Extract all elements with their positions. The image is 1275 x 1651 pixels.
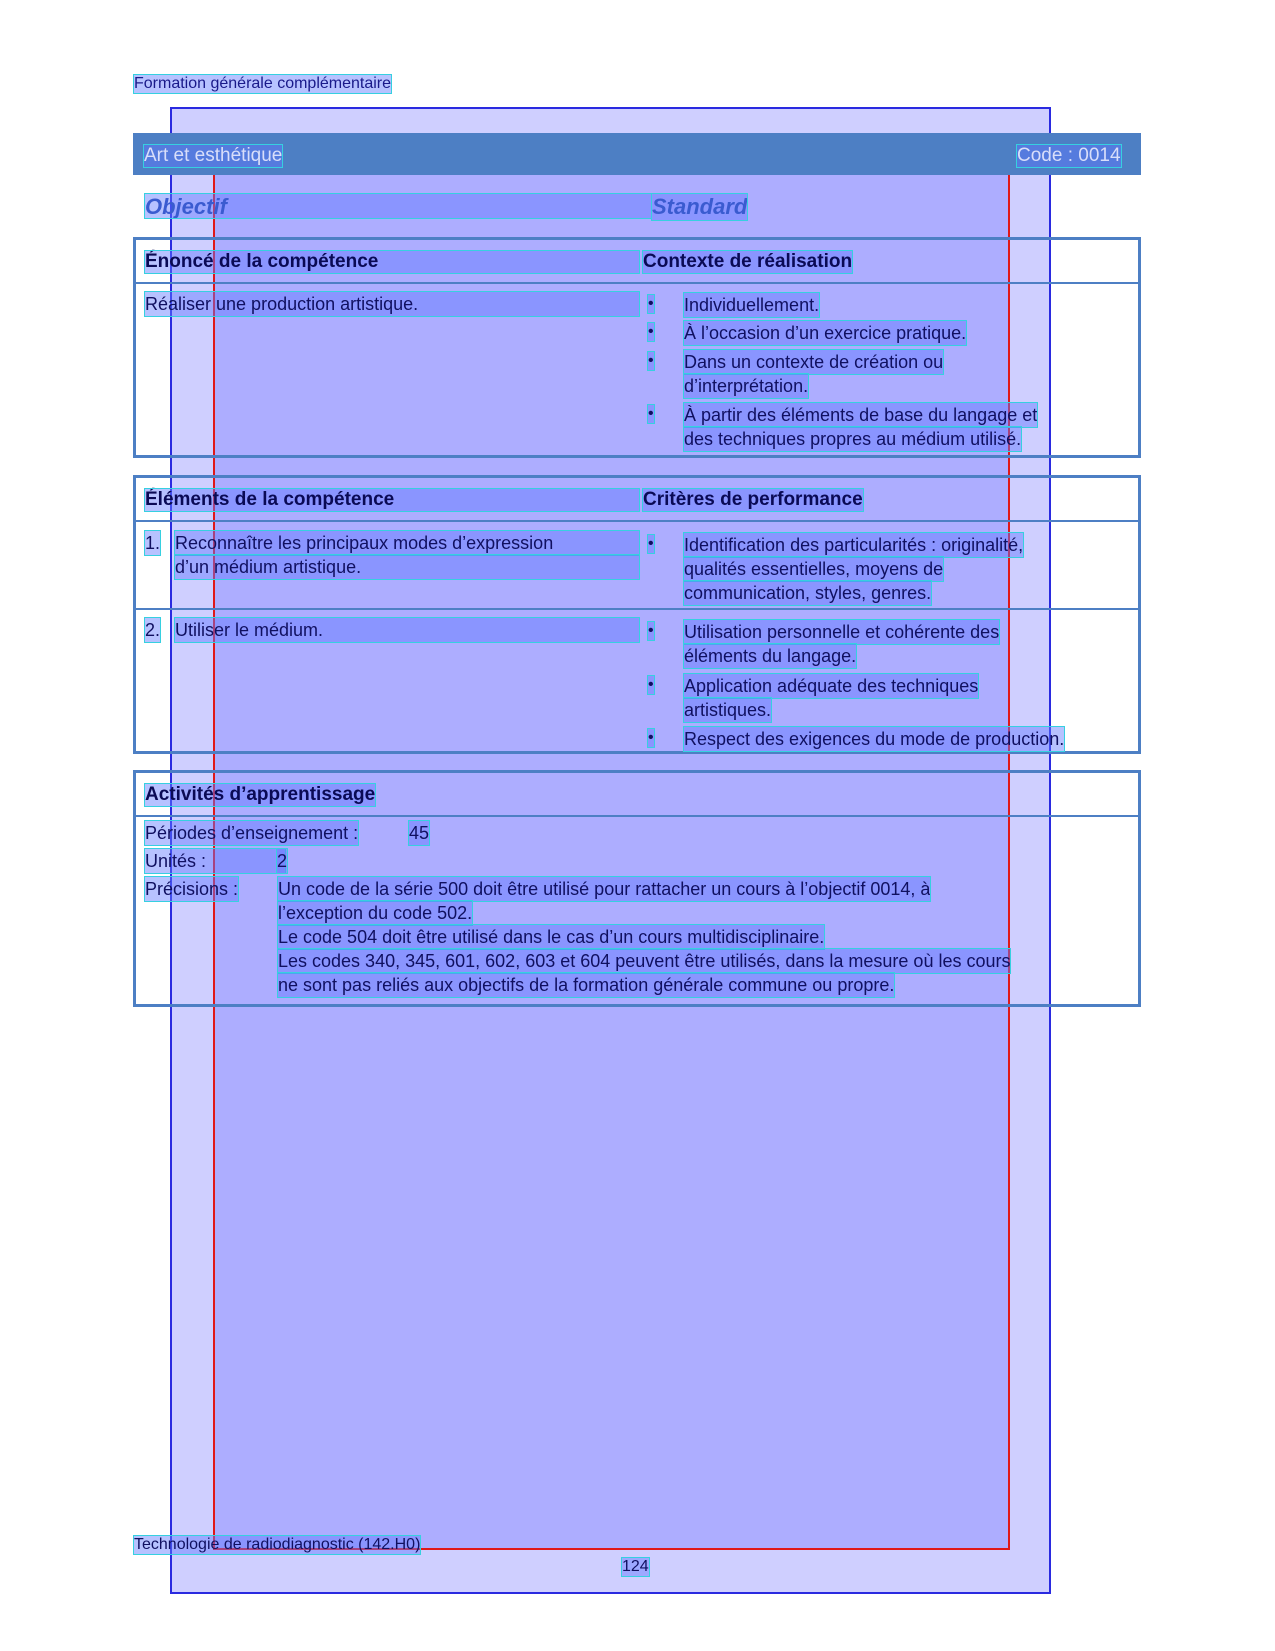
criteria-bullet: • [648, 535, 654, 552]
context-bullet: • [648, 405, 654, 422]
context-item-line: d’interprétation. [684, 376, 809, 396]
criteria-bullet: • [648, 622, 654, 639]
standard-label: Standard [652, 194, 748, 219]
units-label: Unités : [145, 849, 285, 873]
running-head: Formation générale complémentaire [134, 75, 392, 92]
competence-statement: Réaliser une production artistique. [145, 292, 639, 316]
context-bullet: • [648, 323, 654, 340]
page-number: 124 [622, 1558, 649, 1575]
periods-value: 45 [409, 823, 430, 843]
precision-line: Les codes 340, 345, 601, 602, 603 et 604 peuvent être utilisés, dans la mesure où les cours [278, 951, 1011, 971]
context-item: À l’occasion d’un exercice pratique. [684, 323, 967, 343]
precision-line: Un code de la série 500 doit être utilisé pour rattacher un cours à l’objectif 0014, à [278, 879, 931, 899]
context-item: Individuellement. [684, 295, 820, 315]
criteria-line: communication, styles, genres. [684, 583, 932, 603]
context-item-line: Dans un contexte de création ou [684, 352, 944, 372]
periods-label: Périodes d’enseignement : [145, 823, 359, 843]
element-line: d’un médium artistique. [175, 555, 639, 579]
element-number: 1. [145, 533, 161, 553]
criteria-heading: Critères de performance [643, 489, 863, 510]
precisions-label: Précisions : [145, 879, 239, 899]
competence-heading: Énoncé de la compétence [145, 251, 639, 273]
context-bullet: • [648, 295, 654, 312]
objective-label: Objectif [145, 194, 651, 218]
criteria-line: Respect des exigences du mode de production. [684, 729, 1065, 749]
criteria-line: éléments du langage. [684, 646, 857, 666]
course-code: Code : 0014 [1017, 145, 1121, 166]
criteria-line: Application adéquate des techniques [684, 676, 979, 696]
element-line: Reconnaître les principaux modes d’expression [175, 531, 639, 555]
criteria-bullet: • [648, 729, 654, 746]
element-number: 2. [145, 620, 161, 640]
precision-line: ne sont pas reliés aux objectifs de la formation générale commune ou propre. [278, 975, 895, 995]
elements-box [133, 475, 1141, 754]
elements-heading: Éléments de la compétence [145, 489, 639, 511]
criteria-line: qualités essentielles, moyens de [684, 559, 944, 579]
header-bar [133, 133, 1141, 175]
footer-program: Technologie de radiodiagnostic (142.H0) [134, 1536, 421, 1553]
units-value: 2 [277, 851, 288, 871]
precision-line: Le code 504 doit être utilisé dans le cas d’un cours multidisciplinaire. [278, 927, 825, 947]
context-heading: Contexte de réalisation [643, 251, 853, 272]
context-bullet: • [648, 352, 654, 369]
activities-heading: Activités d’apprentissage [145, 784, 376, 805]
criteria-bullet: • [648, 676, 654, 693]
criteria-line: Utilisation personnelle et cohérente des [684, 622, 1000, 642]
context-item-line: des techniques propres au médium utilisé. [684, 429, 1022, 449]
course-title: Art et esthétique [144, 145, 283, 166]
criteria-line: Identification des particularités : originalité, [684, 535, 1024, 555]
context-item-line: À partir des éléments de base du langage et [684, 405, 1038, 425]
criteria-line: artistiques. [684, 700, 772, 720]
element-line: Utiliser le médium. [175, 618, 639, 642]
precision-line: l’exception du code 502. [278, 903, 473, 923]
